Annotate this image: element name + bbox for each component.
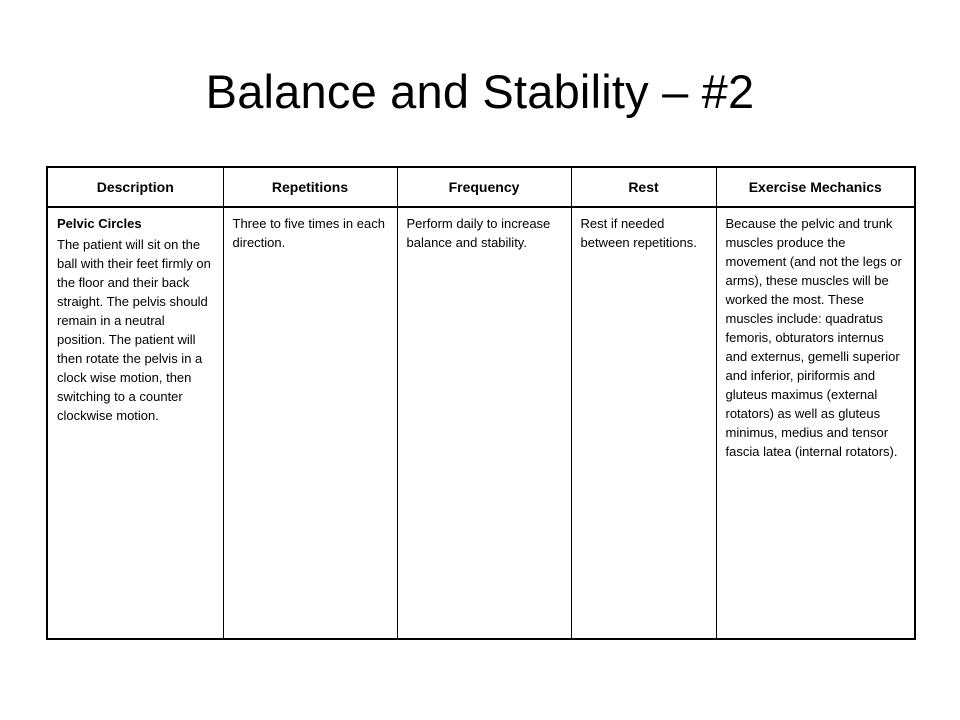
- exercise-table: [46, 166, 916, 640]
- rest-text: Rest if needed between repetitions.: [580, 216, 697, 250]
- table-row: [47, 207, 915, 639]
- slide-title: Balance and Stability – #2: [205, 65, 755, 118]
- table-header-row: [47, 167, 915, 207]
- description-text: The patient will sit on the ball with their feet firmly on the floor and their back straight. The pelvis should remain in a neutral position. The patient will then rotate the pelvis in a clock wise motion, then switching to a counter clockwise motion.: [57, 237, 211, 423]
- column-header-rest: Rest: [571, 167, 716, 207]
- exercise-name: Pelvic Circles: [57, 216, 142, 231]
- frequency-cell: [397, 207, 571, 639]
- column-header-frequency: Frequency: [397, 167, 571, 207]
- column-header-exercise-mechanics: Exercise Mechanics: [716, 167, 915, 207]
- rest-cell: [571, 207, 716, 639]
- column-header-description: Description: [47, 167, 223, 207]
- frequency-text: Perform daily to increase balance and stability.: [406, 216, 551, 250]
- repetitions-text: Three to five times in each direction.: [232, 216, 385, 250]
- description-cell: [47, 207, 223, 639]
- mechanics-text: Because the pelvic and trunk muscles produce the movement (and not the legs or arms), these muscles will be worked the most. These muscles include: quadratus femoris, obturators internus and externus, gemelli superior and inferior, piriformis and gluteus maximus (external rotators) as well as gluteus minimus, medius and tensor fascia latea (internal rotators).: [725, 216, 902, 459]
- mechanics-cell: [716, 207, 915, 639]
- repetitions-cell: [223, 207, 397, 639]
- column-header-repetitions: Repetitions: [223, 167, 397, 207]
